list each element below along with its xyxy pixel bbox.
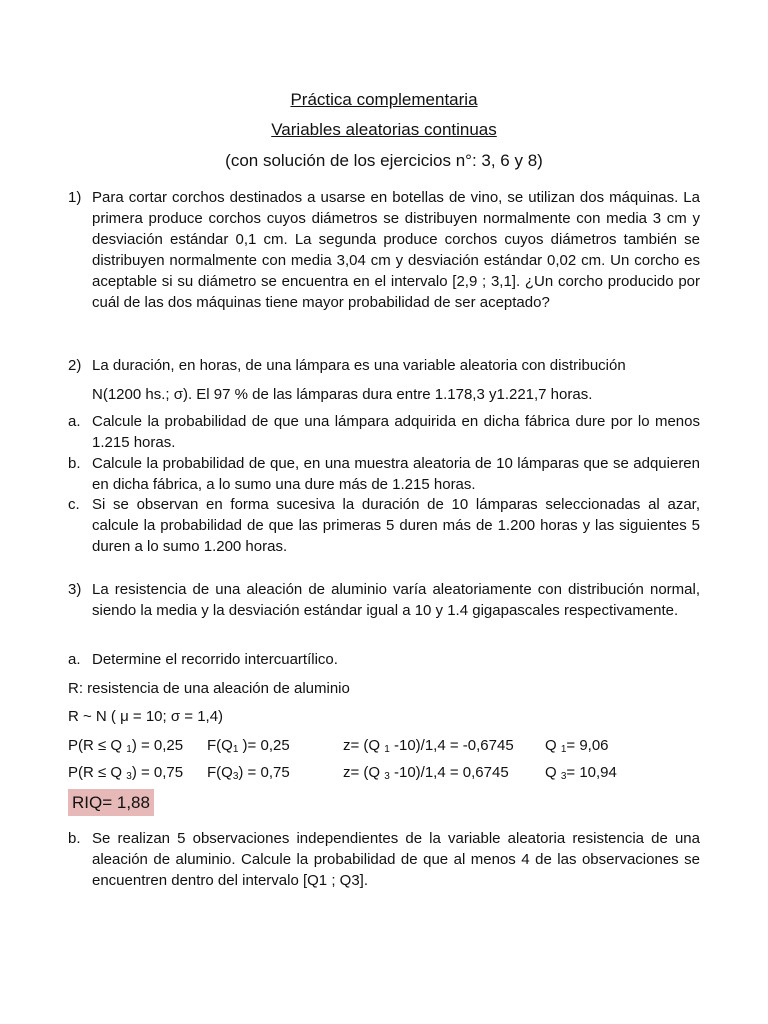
q3-value: Q $_3$= 10,94 [545, 764, 617, 782]
item-text: Calcule la probabilidad de que, en una muestra aleatoria de 10 lámparas que se adquieren en dicha fábrica, a lo sumo una dure más de 1.215 horas. [92, 455, 700, 493]
exercise-2c [68, 494, 700, 557]
exercise-3 [68, 579, 700, 621]
q3-probability: P(R ≤ Q $_3$) = 0,75 [68, 764, 184, 782]
exercise-text: La duración, en horas, de una lámpara es una variable aleatoria con distribución [92, 357, 626, 374]
item-letter: b. [68, 455, 81, 472]
exercise-text: Para cortar corchos destinados a usarse en botellas de vino, se utilizan dos máquinas. La primera produce corchos cuyos diámetros se distribuyen normalmente con media 3 cm y desviación estándar 0,1 cm. La segunda produce corchos cuyos diámetros también se distribuyen normalmente con media 3,04 cm y desviación estándar 0,02 cm. Un corcho es aceptable si su diámetro se encuentra en el intervalo [2,9 ; 3,1]. ¿Un corcho producido por cuál de las dos máquinas tiene mayor probabilidad de ser aceptado? [92, 189, 700, 311]
variable-distribution: R ~ N ( μ = 10; σ = 1,4) [68, 708, 224, 725]
q3-z: z= (Q $_3$ -10)/1,4 = 0,6745 [343, 764, 509, 782]
exercise-2-distribution [68, 384, 700, 405]
exercise-2 [68, 355, 700, 376]
item-letter: a. [68, 651, 81, 668]
item-letter: c. [68, 496, 80, 513]
item-text: Calcule la probabilidad de que una lámpara adquirida en dicha fábrica dure por lo menos 1.215 horas. [92, 413, 700, 451]
item-letter: b. [68, 830, 81, 847]
exercise-2a [68, 411, 700, 453]
exercise-1 [68, 187, 700, 313]
q1-probability: P(R ≤ Q $_1$) = 0,25 [68, 737, 184, 755]
exercise-3b [68, 828, 700, 891]
q3-cdf: $F(Q_3) = 0,75$ [207, 764, 290, 782]
item-letter: a. [68, 413, 81, 430]
q1-z: z= (Q $_1$ -10)/1,4 = -0,6745 [343, 737, 514, 755]
distribution-text: N(1200 hs.; σ). El 97 % de las lámparas dura entre 1.178,3 y1.221,7 horas. [92, 386, 593, 403]
doc-title: Práctica complementaria [290, 90, 478, 109]
item-text: Si se observan en forma sucesiva la duración de 10 lámparas seleccionadas al azar, calcule la probabilidad de que las primeras 5 duren más de 1.200 horas y las siguientes 5 duren a lo sumo 1.200 horas. [92, 496, 700, 555]
exercise-number: 3) [68, 581, 82, 598]
q1-cdf: $F(Q_1$ )= 0,25 [207, 737, 290, 755]
q1-value: Q $_1$= 9,06 [545, 737, 609, 755]
doc-solutions-note: (con solución de los ejercicios n°: 3, 6 y 8) [225, 151, 543, 170]
riq-result: RIQ= 1,88 [68, 789, 154, 816]
exercise-number: 1) [68, 189, 82, 206]
item-text: Se realizan 5 observaciones independientes de la variable aleatoria resistencia de una aleación de aluminio. Calcule la probabilidad de que al menos 4 de las observaciones se encuentren dentro del intervalo [Q1 ; Q3]. [92, 830, 700, 889]
item-text: Determine el recorrido intercuartílico. [92, 651, 338, 668]
exercise-2b [68, 453, 700, 495]
exercise-3a [68, 649, 700, 670]
exercise-number: 2) [68, 357, 82, 374]
variable-definition: R: resistencia de una aleación de aluminio [68, 680, 350, 697]
exercise-text: La resistencia de una aleación de aluminio varía aleatoriamente con distribución normal, siendo la media y la desviación estándar igual a 10 y 1.4 gigapascales respectivamente. [92, 581, 700, 619]
doc-subtitle: Variables aleatorias continuas [271, 120, 497, 139]
